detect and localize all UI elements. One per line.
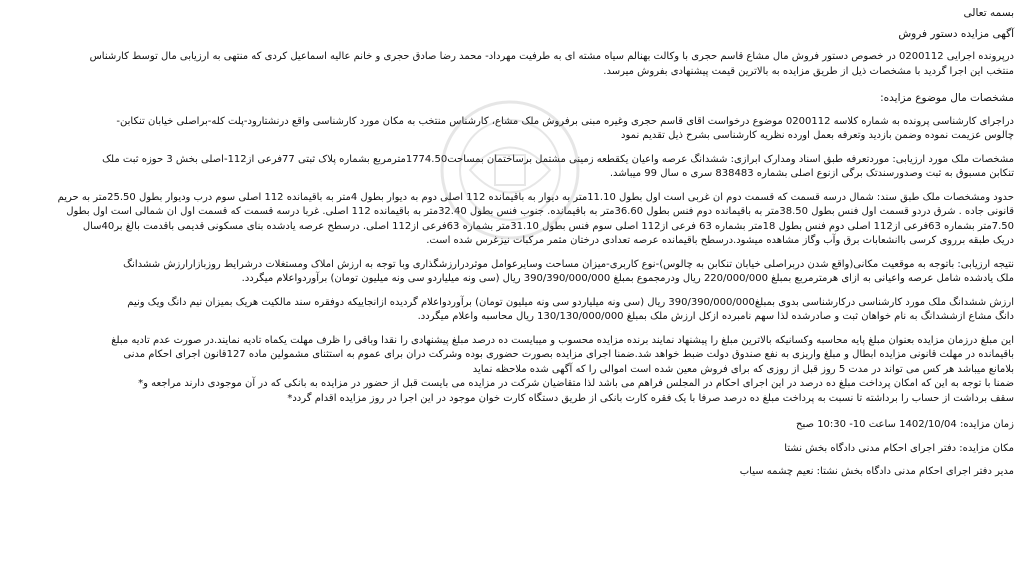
intro-line: منتخب این اجرا گردید با مشخصات ذیل از طریق مزایده به بالاترین قیمت پیشنهادی بفروش میرسد. bbox=[603, 65, 1014, 77]
terms-paragraph bbox=[10, 334, 1014, 378]
evaluation-line: تنکابن مسبوق به ثبت وصدورسندتک برگی ازنوع اصلی بشماره 838483 سری ه سال 99 میباشد. bbox=[609, 168, 1014, 179]
boundaries-line: دریک طبقه برروی کرسی باانشعابات برق وآب وگاز مشاهده میشود.درسطح باقیمانده عرصه تعدادی درختان مثمر مرکبات نیزغرس شده است. bbox=[426, 235, 1014, 246]
boundaries-line: قانونی جاده . شرق دردو قسمت اول فنس بطول 38.50متر به باقیمانده دوم فنس بطول 36.60متر به باقیمانده. جنوب فنس بطول 32.40متر به باقیمانده 112 اصلی. غربا درسه قسمت که قسمت اول ان شمالی است اول بطول bbox=[66, 206, 1014, 217]
page-title: آگهی مزایده دستور فروش bbox=[898, 27, 1014, 40]
evaluation-paragraph bbox=[10, 153, 1014, 182]
intro-paragraph bbox=[10, 50, 1014, 79]
valuation-line: دانگ مشاع ازششدانگ به نام خواهان ثبت و صادرشده لذا سهم نامبرده ازکل ارزش ملک بمبلغ 130/130/000/000 ریال محاسبه واعلام میگردد. bbox=[417, 311, 1014, 322]
conclusion-line: ملک یادشده شامل عرصه واعیانی به ازای هرمترمربع بمبلغ 220/000/000 ریال ودرمجموع بمبلغ 390/390/000/000 ریال (سی ونه میلیاردو سی ونه میلیون تومان) برآوردواعلام میگردد. bbox=[241, 273, 1014, 284]
terms-line: این مبلغ درزمان مزایده بعنوان مبلغ پایه محاسبه وکسانیکه بالاترین مبلغ را پیشنهاد نمایند برنده مزایده محسوب و میبایست ده درصد مبلغ پیشنهادی را نقدا وباقی را ظرف مهلت یکماه تادیه نمایند.در صورت عدم تادیه مبلغ bbox=[111, 334, 1014, 346]
auction-place: مکان مزایده: دفتر اجرای احکام مدنی دادگاه بخش نشتا bbox=[784, 442, 1014, 454]
specs-line: چالوس عزیمت نموده وضمن بازدید وتعرفه بعمل اورده نظریه کارشناسی بشرح ذیل تقدیم نمود bbox=[621, 130, 1014, 141]
terms-line: بلامانع میباشد هر کس می تواند در مدت 5 روز قبل از روزی که برای فروش معین شده است اموالی را که آگهی شده ملاحظه نماید bbox=[472, 363, 1014, 375]
bismillah-heading: بسمه تعالی bbox=[963, 7, 1014, 19]
auction-time: زمان مزایده: 1402/10/04 ساعت 10- 10:30 صبح bbox=[796, 419, 1014, 430]
evaluation-line: مشخصات ملک مورد ارزیابی: موردتعرفه طبق اسناد ومدارک ابرازی: ششدانگ عرصه واعیان یکقطعه زمینی مشتمل برساختمان بمساحت1774.50مترمربع بشماره پلاک ثبتی 77فرعی از112-اصلی بخش 3 حوزه ثبت ملک bbox=[102, 153, 1014, 165]
office-director: مدیر دفتر اجرای احکام مدنی دادگاه بخش نشتا: نعیم چشمه سیاب bbox=[739, 466, 1014, 477]
valuation-paragraph bbox=[10, 296, 1014, 325]
valuation-line: ارزش ششدانگ ملک مورد کارشناسی درکارشناسی بدوی بمبلغ390/390/000/000 ریال (سی ونه میلیاردو سی ونه میلیون تومان) برآوردواعلام گردیده ازانجاییکه دوفقره سند مالکیت هریک بمیزان نیم دانگ ویک ونیم bbox=[127, 296, 1014, 308]
notice-line: ضمنا با توجه به این که امکان پرداخت مبلغ ده درصد در این اجرای احکام در المجلس فراهم می باشد لذا متقاضیان شرکت در مزایده می بایست قبل از حضور در مزایده به بانکی که در آن موجودی دارند مراجعه و* bbox=[138, 378, 1014, 389]
specs-paragraph bbox=[10, 115, 1014, 144]
boundaries-line: حدود ومشخصات ملک طبق سند: شمال درسه قسمت که قسمت دوم ان غربی است اول بطول 11.10متر به دیوار به باقیمانده 112 اصلی دوم به دیوار بطول 4متر به باقیمانده 112 اصلی سوم درب ودیوار بطول 25.50متر به حریم bbox=[57, 191, 1014, 203]
boundaries-paragraph bbox=[10, 191, 1014, 249]
conclusion-line: نتیجه ارزیابی: باتوجه به موقعیت مکانی(واقع شدن دربراصلی خیابان تنکابن به چالوس)-نوع کاربری-میزان مساحت وسایرعوامل موثردرارزشگذاری وبا توجه به ارزش املاک ومستغلات درشرایط روزبازارارزش ششدانگ bbox=[123, 258, 1014, 270]
notice-paragraph bbox=[10, 377, 1014, 406]
specs-heading: مشخصات مال موضوع مزایده: bbox=[880, 92, 1014, 104]
boundaries-line: 7.50متر بشماره 63فرعی از112 اصلی دوم فنس بطول 18متر بشماره 63 فرعی از112 اصلی سوم فنس بطول 31.10متر بشماره 63فرعی از112 اصلی. درسطح عرصه یادشده بنای مسکونی قدیمی باقدمت بالغ بر40سال bbox=[82, 220, 1014, 232]
conclusion-paragraph bbox=[10, 258, 1014, 287]
specs-line: دراجرای کارشناسی پرونده به شماره کلاسه 0200112 موضوع درخواست اقای قاسم حجری وغیره مبنی برفروش ملک مشاع، کارشناس منتخب به مکان مورد کارشناسی واقع درنشتارود-پلت کله-براصلی خیابان تنکابن- bbox=[116, 115, 1014, 127]
intro-line: درپرونده اجرایی 0200112 در خصوص دستور فروش مال مشاع قاسم حجری با وکالت بهنالم سیاه مشته ای به طرفیت مهرداد- محمد رضا صادق حجری و خانم عالیه اسماعیل کردی که منتهی به ارزیابی مال توسط کارشناس bbox=[89, 51, 1014, 62]
terms-line: باقیمانده در مهلت قانونی مزایده ابطال و مبلغ واریزی به نفع صندوق دولت ضبط خواهد شد.ضمنا اجرای مزایده بصورت حضوری بوده وشرکت دران برای عموم به استثنای مشمولین ماده 127قانون اجرای احکام مدنی bbox=[123, 349, 1014, 360]
notice-line: سقف برداشت از حساب را برداشته تا نسبت به پرداخت مبلغ ده درصد صرفا با یک فقره کارت بانکی از طریق دستگاه کارت خوان موجود در این اجرا در روز مزایده اقدام گردد* bbox=[287, 392, 1014, 404]
